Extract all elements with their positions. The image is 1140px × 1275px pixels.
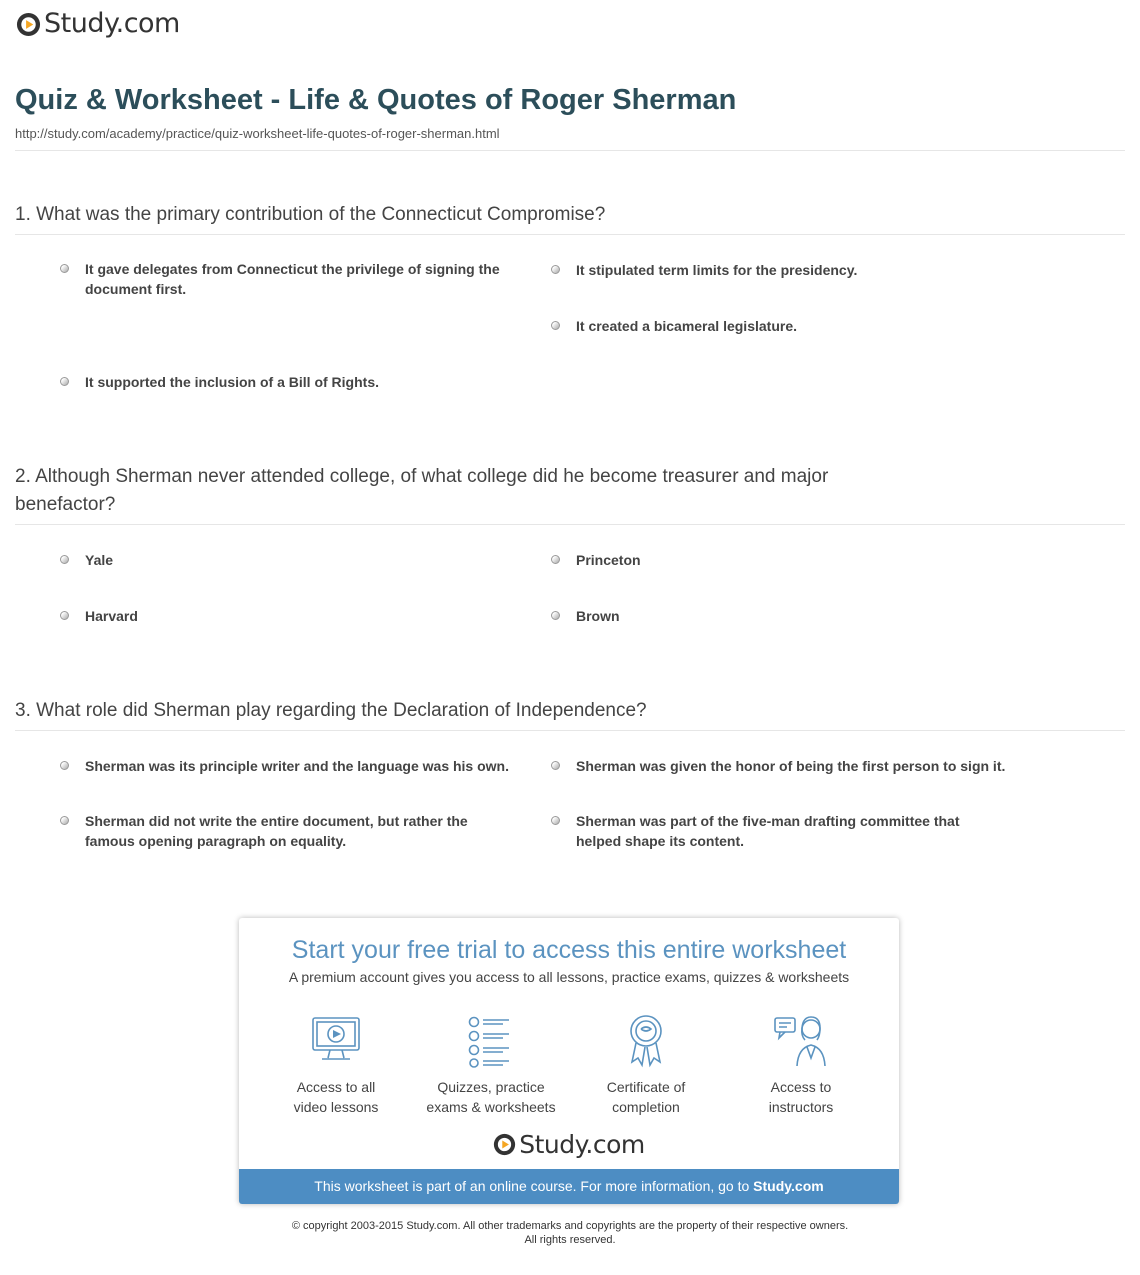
- answer-text: Sherman was part of the five-man drafting committee that helped shape its content.: [576, 813, 960, 849]
- copyright-line: © copyright 2003-2015 Study.com. All other trademarks and copyrights are the property of their respective owners.: [291, 1220, 849, 1232]
- answer-option[interactable]: [60, 606, 500, 626]
- promo-footer-bar[interactable]: [239, 1169, 899, 1204]
- answer-text: Sherman did not write the entire document, but rather the famous opening paragraph on equality.: [85, 813, 468, 849]
- radio-button[interactable]: [551, 265, 560, 274]
- answer-option[interactable]: [551, 550, 1021, 570]
- answer-text: Princeton: [576, 552, 641, 568]
- answer-text: Sherman was given the honor of being the first person to sign it.: [576, 758, 1006, 774]
- question-2-divider: [15, 524, 1125, 525]
- answer-option[interactable]: [551, 756, 1031, 776]
- answer-option[interactable]: [551, 606, 1021, 626]
- answer-text: Sherman was its principle writer and the language was his own.: [85, 758, 509, 774]
- logo-wordmark: Study.com: [519, 1130, 645, 1159]
- radio-button[interactable]: [551, 555, 560, 564]
- radio-button[interactable]: [551, 816, 560, 825]
- logo-wordmark: Study.com: [44, 8, 180, 39]
- promo-footer-text: This worksheet is part of an online course. For more information, go to: [314, 1178, 754, 1194]
- question-1: 1. What was the primary contribution of the Connecticut Compromise?: [15, 204, 606, 225]
- radio-button[interactable]: [60, 377, 69, 386]
- answer-option[interactable]: [60, 372, 500, 392]
- question-1-divider: [15, 234, 1125, 235]
- checklist-icon: [463, 1012, 519, 1068]
- promo-subtitle: A premium account gives you access to all lessons, practice exams, quizzes & worksheets: [288, 969, 850, 985]
- answer-option[interactable]: [551, 811, 991, 851]
- page-url[interactable]: http://study.com/academy/practice/quiz-worksheet-life-quotes-of-roger-sherman.html: [15, 126, 500, 141]
- play-circle-logo-icon: [493, 1133, 516, 1156]
- feature-quizzes: [416, 1012, 566, 1117]
- radio-button[interactable]: [60, 264, 69, 273]
- promo-footer-link[interactable]: Study.com: [753, 1178, 824, 1194]
- feature-label: Certificate of completion: [606, 1079, 686, 1115]
- radio-button[interactable]: [551, 611, 560, 620]
- feature-video-lessons: [261, 1012, 411, 1117]
- radio-button[interactable]: [551, 321, 560, 330]
- promo-title[interactable]: Start your free trial to access this entire worksheet: [291, 936, 847, 964]
- radio-button[interactable]: [60, 816, 69, 825]
- answer-option[interactable]: [60, 259, 500, 299]
- copyright: [0, 1219, 1140, 1247]
- answer-text: It gave delegates from Connecticut the privilege of signing the document first.: [85, 261, 500, 297]
- radio-button[interactable]: [60, 761, 69, 770]
- award-ribbon-icon: [618, 1012, 674, 1068]
- answer-text: It supported the inclusion of a Bill of Rights.: [85, 374, 379, 390]
- radio-button[interactable]: [60, 611, 69, 620]
- feature-instructors: [726, 1012, 876, 1117]
- answer-text: It created a bicameral legislature.: [576, 318, 797, 334]
- header-divider: [15, 150, 1125, 151]
- feature-label: Quizzes, practice exams & worksheets: [426, 1079, 556, 1115]
- answer-option[interactable]: [551, 316, 1021, 336]
- answer-text: Brown: [576, 608, 620, 624]
- free-trial-promo[interactable]: [239, 918, 899, 1204]
- answer-text: Harvard: [85, 608, 138, 624]
- radio-button[interactable]: [60, 555, 69, 564]
- copyright-line: All rights reserved.: [524, 1234, 616, 1246]
- answer-text: It stipulated term limits for the presidency.: [576, 262, 858, 278]
- answer-option[interactable]: [60, 550, 500, 570]
- radio-button[interactable]: [551, 761, 560, 770]
- instructor-chat-icon: [773, 1012, 829, 1068]
- page-title: Quiz & Worksheet - Life & Quotes of Roger Sherman: [15, 84, 737, 116]
- feature-label: Access to all video lessons: [293, 1079, 379, 1115]
- video-monitor-icon: [308, 1012, 364, 1068]
- question-3: 3. What role did Sherman play regarding the Declaration of Independence?: [15, 700, 647, 721]
- promo-study-logo[interactable]: [239, 1130, 899, 1159]
- study-logo[interactable]: [16, 9, 180, 39]
- answer-option[interactable]: [60, 811, 500, 851]
- question-3-divider: [15, 730, 1125, 731]
- answer-option[interactable]: [551, 260, 1021, 280]
- answer-option[interactable]: [60, 756, 510, 776]
- feature-certificate: [571, 1012, 721, 1117]
- answer-text: Yale: [85, 552, 114, 568]
- play-circle-logo-icon: [16, 12, 41, 37]
- question-2: 2. Although Sherman never attended college, of what college did he become treasurer and major benefactor?: [15, 466, 829, 515]
- feature-label: Access to instructors: [768, 1079, 834, 1115]
